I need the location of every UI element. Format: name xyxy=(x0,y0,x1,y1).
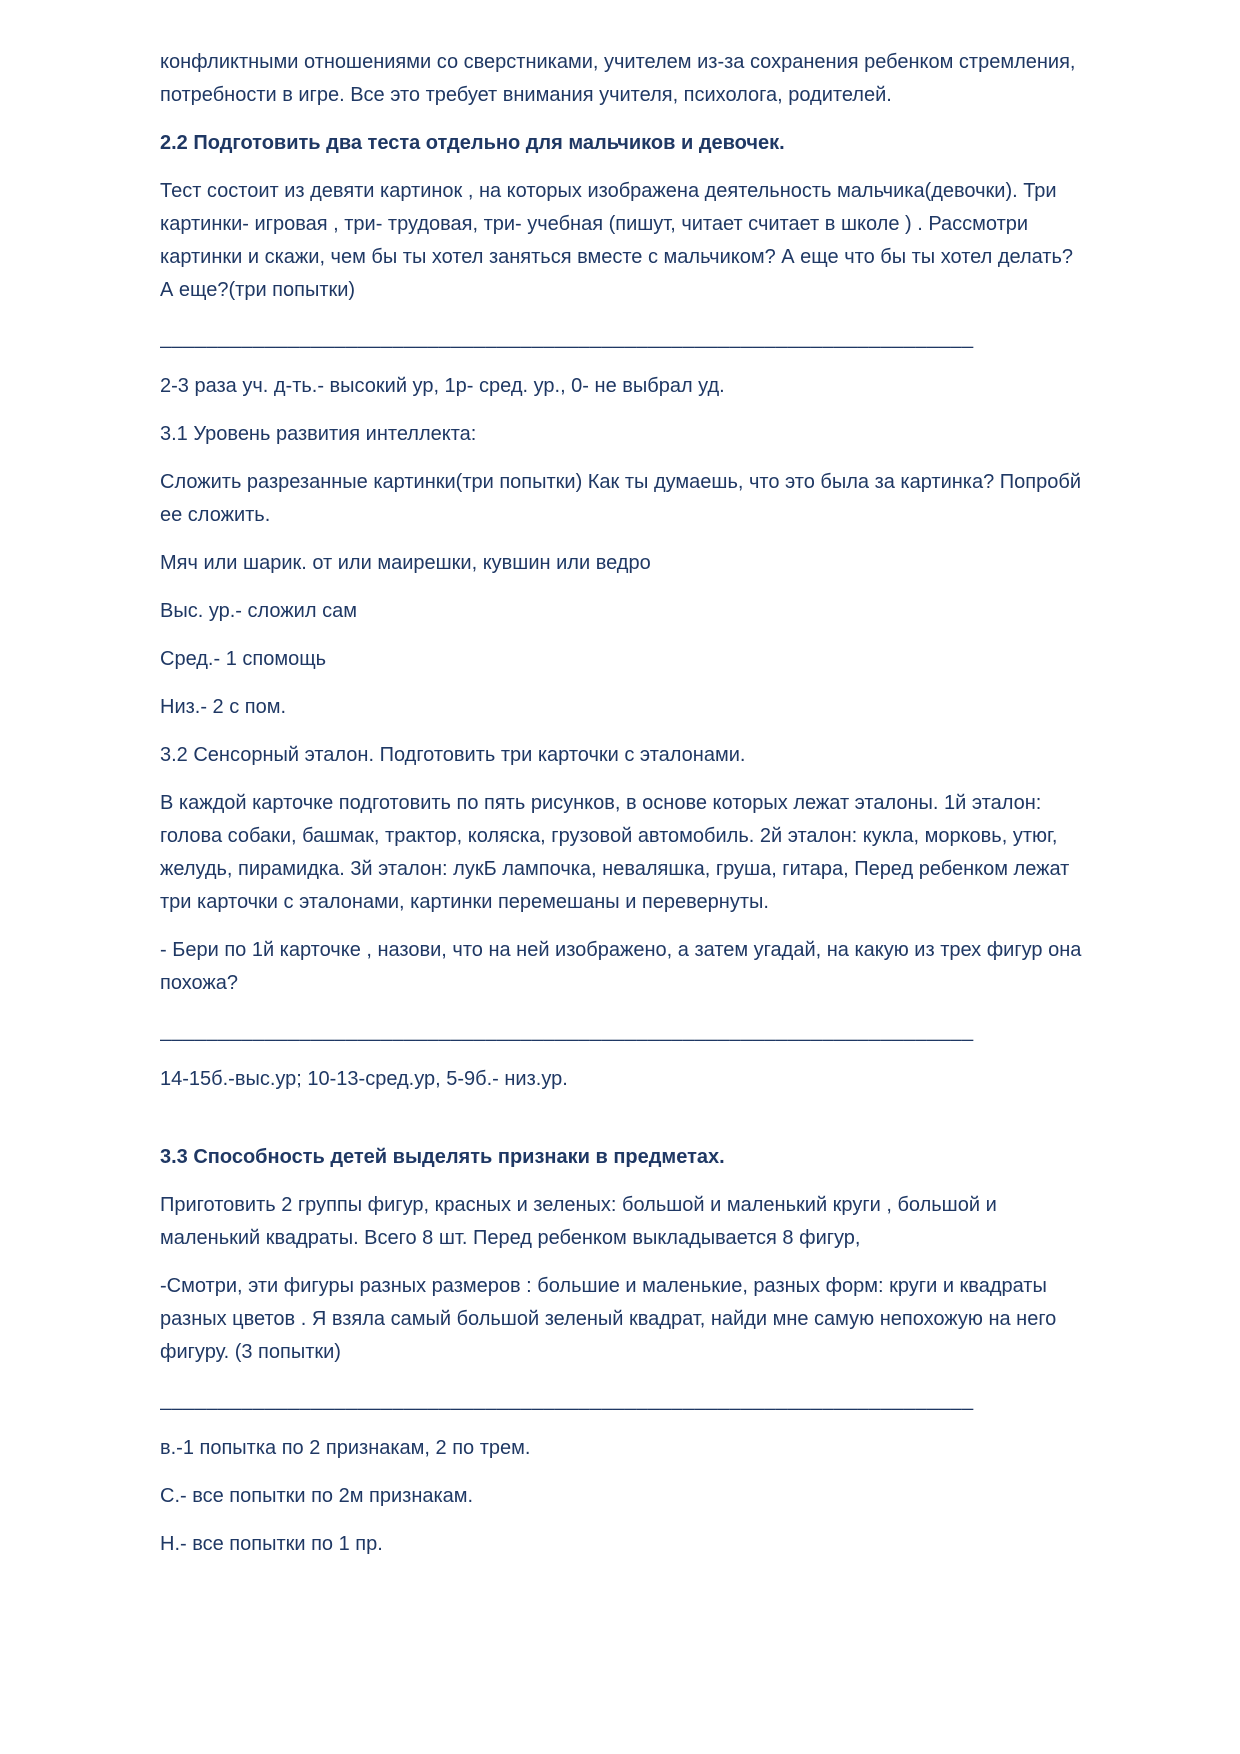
section-heading-2-2: 2.2 Подготовить два теста отдельно для мальчиков и девочек. xyxy=(160,132,785,154)
fill-in-line: ______________________________________________________________________ xyxy=(160,327,974,349)
paragraph-figures-setup: Приготовить 2 группы фигур, красных и зеленых: большой и маленький круги , большой и маленький квадраты. Всего 8 шт. Перед ребенком выкладывается 8 фигур, xyxy=(160,1194,997,1249)
paragraph-etalon-instruction: - Бери по 1й карточке , назови, что на ней изображено, а затем угадай, на какую из трех фигур она похожа? xyxy=(160,939,1082,994)
paragraph-grade-mid: С.- все попытки по 2м признакам. xyxy=(160,1485,474,1507)
section-heading-3-2: 3.2 Сенсорный эталон. Подготовить три карточки с эталонами. xyxy=(160,744,746,766)
paragraph-scoring-2-2: 2-3 раза уч. д-ть.- высокий ур, 1р- сред. ур., 0- не выбрал уд. xyxy=(160,375,725,397)
paragraph-grade-low: Н.- все попытки по 1 пр. xyxy=(160,1533,383,1555)
section-heading-3-1: 3.1 Уровень развития интеллекта: xyxy=(160,423,477,445)
paragraph-figures-instruction: -Смотри, эти фигуры разных размеров : большие и маленькие, разных форм: круги и квадраты разных цветов . Я взяла самый большой зеленый квадрат, найди мне самую непохожую на него фигуру. (3 попытки) xyxy=(160,1275,1057,1363)
paragraph-scoring-3-2: 14-15б.-выс.ур; 10-13-сред.ур, 5-9б.- низ.ур. xyxy=(160,1068,568,1090)
section-heading-3-3: 3.3 Способность детей выделять признаки в предметах. xyxy=(160,1146,725,1168)
paragraph-level-mid: Сред.- 1 спомощь xyxy=(160,648,327,670)
paragraph-test-description: Тест состоит из девяти картинок , на которых изображена деятельность мальчика(девочки). Три картинки- игровая , три- трудовая, три- учебная (пишут, читает считает в школе ) . Рассмотри картинки и скажи, чем бы ты хотел заняться вместе с мальчиком? А еще что бы ты хотел делать? А еще?(три попытки) xyxy=(160,180,1073,301)
paragraph-grade-high: в.-1 попытка по 2 признакам, 2 по трем. xyxy=(160,1437,531,1459)
paragraph-etalon-cards: В каждой карточке подготовить по пять рисунков, в основе которых лежат эталоны. 1й эталон: голова собаки, башмак, трактор, коляска, грузовой автомобиль. 2й эталон: кукла, морковь, утюг, желудь, пирамидка. 3й эталон: лукБ лампочка, неваляшка, груша, гитара, Перед ребенком лежат три карточки с эталонами, картинки перемешаны и перевернуты. xyxy=(160,792,1070,913)
paragraph-conflict-relations: конфликтными отношениями со сверстниками, учителем из-за сохранения ребенком стремления, потребности в игре. Все это требует внимания учителя, психолога, родителей. xyxy=(160,51,1076,106)
paragraph-level-low: Низ.- 2 с пом. xyxy=(160,696,287,718)
fill-in-line: ______________________________________________________________________ xyxy=(160,1389,974,1411)
paragraph-picture-examples: Мяч или шарик. от или маирешки, кувшин или ведро xyxy=(160,552,651,574)
fill-in-line: ______________________________________________________________________ xyxy=(160,1020,974,1042)
paragraph-level-high: Выс. ур.- сложил сам xyxy=(160,600,357,622)
paragraph-cut-pictures: Сложить разрезанные картинки(три попытки) Как ты думаешь, что это была за картинка? Попробй ее сложить. xyxy=(160,471,1081,526)
